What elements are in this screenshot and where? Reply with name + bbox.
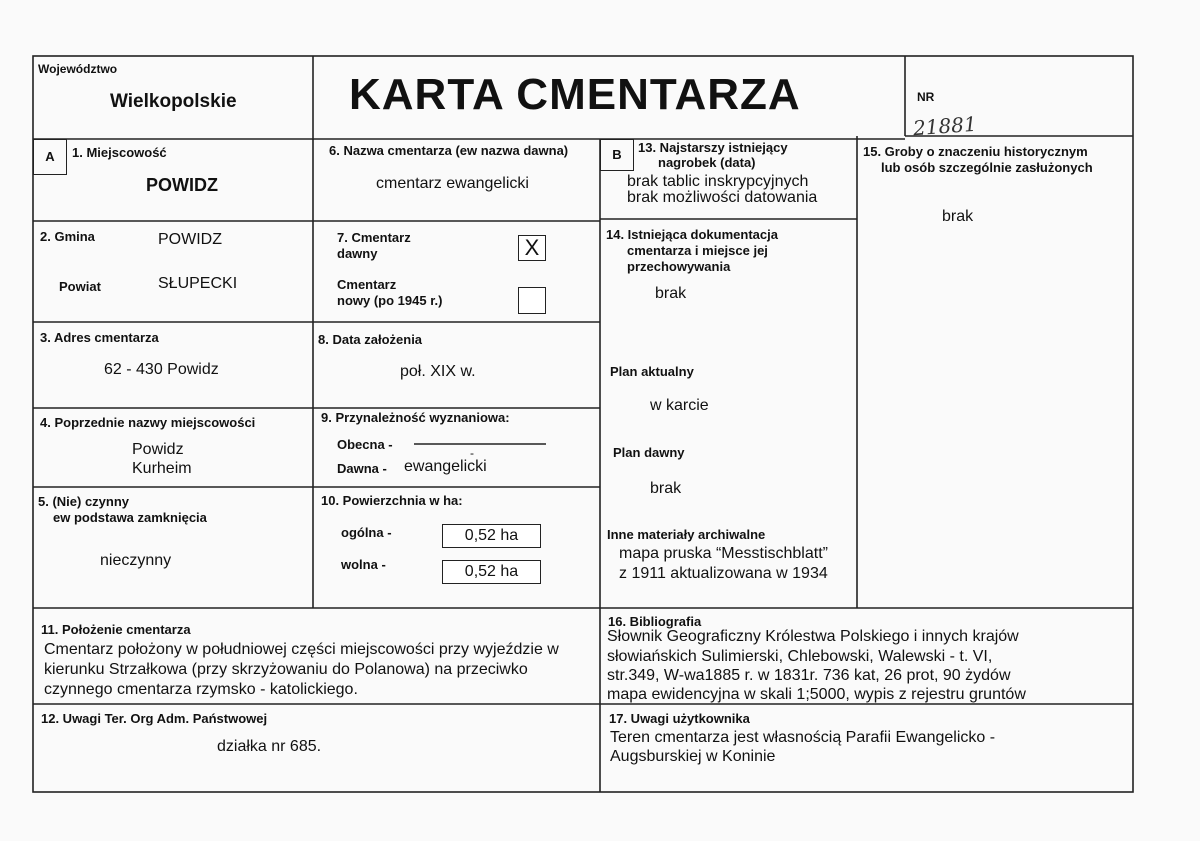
field-11-line-3: czynnego cmentarza rzymsko - katolickiego. (44, 681, 358, 698)
field-13-value-1: brak tablic inskrypcyjnych (627, 173, 809, 190)
field-13-label-1: 13. Najstarszy istniejący (638, 140, 788, 155)
field-16-line-4: mapa ewidencyjna w skali 1;5000, wypis z rejestru gruntów (607, 686, 1026, 703)
inne-materialy-value-1: mapa pruska “Messtischblatt” (619, 545, 828, 562)
field-13-label-2: nagrobek (data) (658, 155, 756, 170)
field-15-label-2: lub osób szczególnie zasłużonych (881, 160, 1093, 175)
field-2-powiat-value: SŁUPECKI (158, 275, 238, 292)
section-a-marker: A (33, 139, 67, 175)
field-11-line-1: Cmentarz położony w południowej części miejscowości przy wyjeździe w (44, 641, 559, 658)
field-4-value-1: Powidz (132, 441, 184, 458)
field-6-value: cmentarz ewangelicki (376, 175, 529, 192)
field-1-value: POWIDZ (146, 175, 218, 195)
field-10-wolna-value: 0,52 ha (442, 560, 541, 584)
field-14-label-1: 14. Istniejąca dokumentacja (606, 227, 778, 242)
field-8-value: poł. XIX w. (400, 363, 476, 380)
field-15-label-1: 15. Groby o znaczeniu historycznym (863, 144, 1088, 159)
section-b-marker: B (600, 139, 634, 171)
field-10-ogolna-value: 0,52 ha (442, 524, 541, 548)
field-7-dawny-label-1: 7. Cmentarz (337, 230, 411, 245)
field-3-label: 3. Adres cmentarza (40, 330, 159, 345)
field-7-nowy-label-1: Cmentarz (337, 277, 397, 292)
field-9-obecna-label: Obecna - (337, 437, 393, 452)
field-10-label: 10. Powierzchnia w ha: (321, 493, 463, 508)
field-17-label: 17. Uwagi użytkownika (609, 711, 750, 726)
field-5-label-2: ew podstawa zamknięcia (53, 510, 207, 525)
wojewodztwo-value: Wielkopolskie (110, 91, 237, 112)
field-13-value-2: brak możliwości datowania (627, 189, 818, 206)
wojewodztwo-label: Województwo (38, 62, 118, 76)
nr-label: NR (917, 90, 935, 104)
field-7-dawny-label-2: dawny (337, 246, 378, 261)
plan-aktualny-label: Plan aktualny (610, 364, 694, 379)
field-9-dawna-value: ewangelicki (404, 458, 487, 475)
field-2-gmina-value: POWIDZ (158, 231, 222, 248)
field-7-nowy-label-2: nowy (po 1945 r.) (337, 293, 443, 308)
field-4-value-2: Kurheim (132, 460, 192, 477)
field-12-label: 12. Uwagi Ter. Org Adm. Państwowej (41, 711, 268, 726)
field-4-label: 4. Poprzednie nazwy miejscowości (40, 415, 256, 430)
field-14-label-3: przechowywania (627, 259, 731, 274)
field-5-label-1: 5. (Nie) czynny (38, 494, 130, 509)
plan-aktualny-value: w karcie (650, 397, 709, 414)
field-2-gmina-label: 2. Gmina (40, 229, 95, 244)
field-9-dawna-label: Dawna - (337, 461, 387, 476)
field-10-ogolna-label: ogólna - (341, 525, 392, 540)
inne-materialy-label: Inne materiały archiwalne (607, 527, 766, 542)
field-16-label: 16. Bibliografia (608, 614, 702, 629)
field-9-obecna-dash: - (470, 446, 474, 460)
field-8-label: 8. Data założenia (318, 332, 423, 347)
field-2-powiat-label: Powiat (59, 279, 101, 294)
field-11-line-2: kierunku Strzałkowa (przy skrzyżowaniu do Polanowa) na przeciwko (44, 661, 528, 678)
nr-handwritten-value: 21881 (912, 111, 978, 141)
checkbox-cmentarz-dawny[interactable]: X (518, 235, 546, 261)
field-17-line-2: Augsburskiej w Koninie (610, 748, 776, 765)
field-1-label: 1. Miejscowość (72, 145, 167, 160)
plan-dawny-label: Plan dawny (613, 445, 685, 460)
inne-materialy-value-2: z 1911 aktualizowana w 1934 (619, 565, 828, 582)
field-14-label-2: cmentarza i miejsce jej (627, 243, 768, 258)
field-10-wolna-label: wolna - (341, 557, 386, 572)
field-17-line-1: Teren cmentarza jest własnością Parafii Ewangelicko - (610, 729, 996, 746)
field-3-value: 62 - 430 Powidz (104, 361, 219, 378)
field-16-line-3: str.349, W-wa1885 r. w 1831r. 736 kat, 26 prot, 90 żydów (607, 667, 1011, 684)
field-6-label: 6. Nazwa cmentarza (ew nazwa dawna) (329, 143, 569, 158)
plan-dawny-value: brak (650, 480, 682, 497)
field-9-label: 9. Przynależność wyznaniowa: (321, 410, 510, 425)
field-12-value: działka nr 685. (217, 738, 322, 755)
field-14-value: brak (655, 285, 687, 302)
field-5-value: nieczynny (100, 552, 172, 569)
field-16-line-1: Słownik Geograficzny Królestwa Polskiego i innych krajów (607, 628, 1019, 645)
checkbox-cmentarz-nowy[interactable] (518, 287, 546, 314)
field-15-value: brak (942, 208, 974, 225)
field-11-label: 11. Położenie cmentarza (41, 622, 191, 637)
page-title: KARTA CMENTARZA (349, 70, 801, 119)
field-16-line-2: słowiańskich Sulimierski, Chlebowski, Walewski - t. VI, (607, 648, 993, 665)
